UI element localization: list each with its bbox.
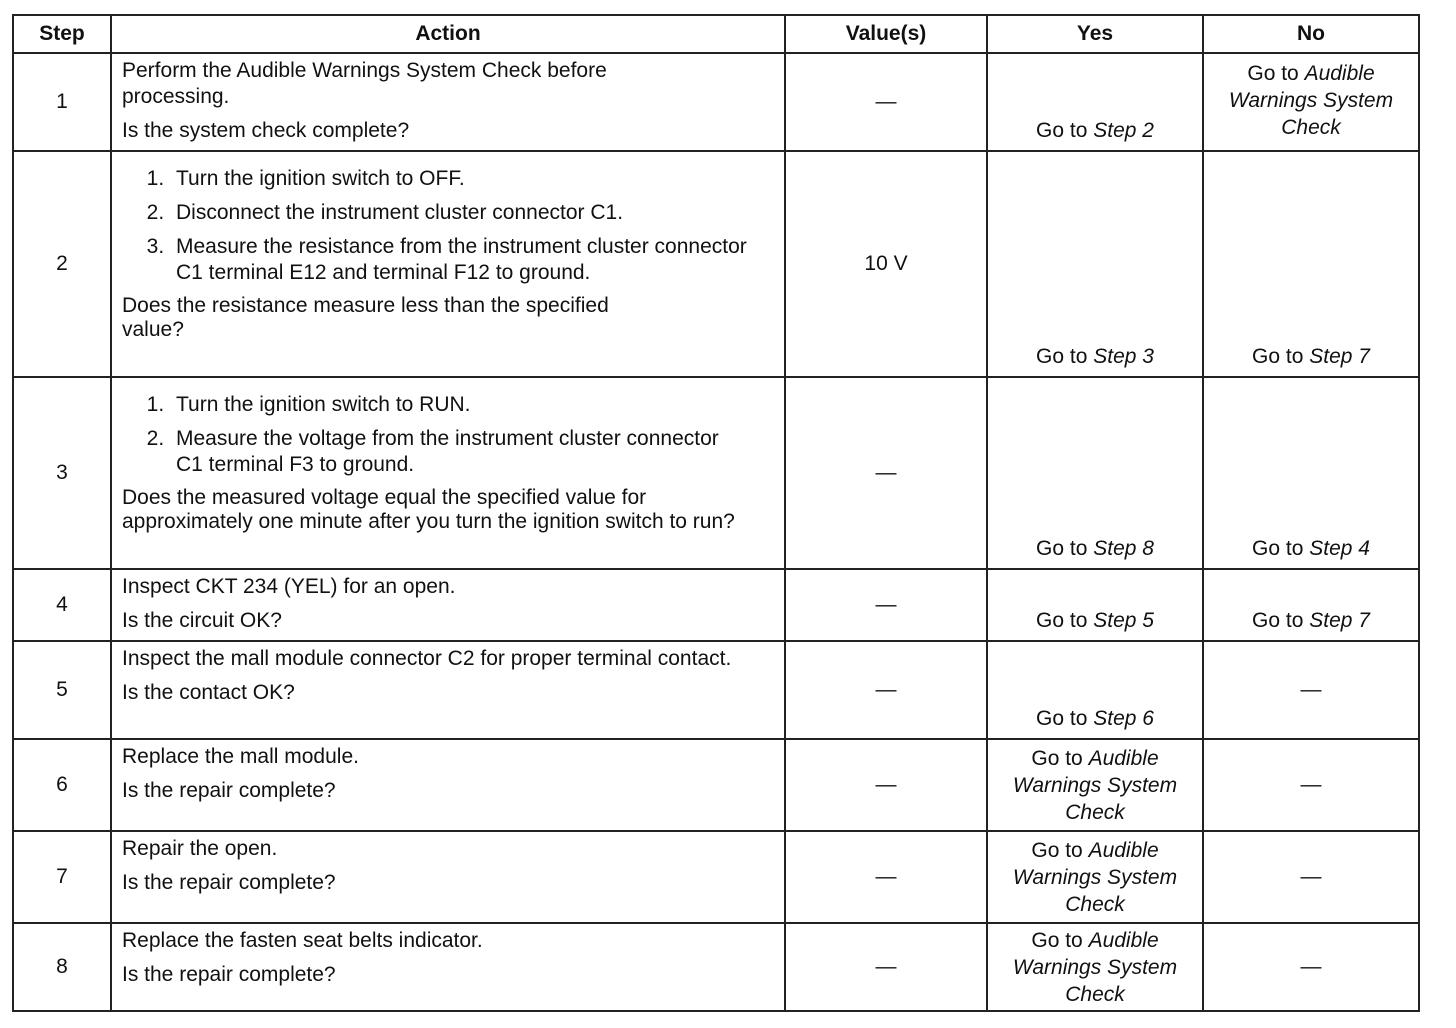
no-prefix: Go to [1252, 609, 1310, 632]
procedure-item: 1. Turn the ignition switch to RUN. [170, 392, 776, 418]
yes-target: Audible Warnings System Check [1012, 928, 1178, 1006]
procedure-item: 1. Turn the ignition switch to OFF. [170, 166, 776, 192]
step-number: 2 [13, 151, 111, 377]
step-number: 8 [13, 923, 111, 1011]
yes-target: Step 5 [1093, 609, 1154, 632]
yes-cell [987, 569, 1203, 641]
yes-target: Audible Warnings System Check [1012, 838, 1178, 916]
action-question: Is the circuit OK? [122, 609, 282, 632]
yes-target: Audible Warnings System Check [1012, 746, 1178, 824]
value-cell: — [785, 923, 987, 1011]
yes-cell [987, 151, 1203, 377]
no-target: Step 7 [1309, 345, 1370, 368]
value-cell: 10 V [785, 151, 987, 377]
table-row [13, 377, 1419, 569]
no-target: Step 7 [1309, 609, 1370, 632]
no-cell: — [1203, 831, 1419, 923]
table-row [13, 831, 1419, 923]
no-cell [1203, 569, 1419, 641]
yes-prefix: Go to [1036, 707, 1094, 730]
action-cell [111, 831, 785, 923]
diagnostic-table [12, 14, 1420, 1012]
yes-target: Step 6 [1093, 707, 1154, 730]
diagnostic-table-page [12, 14, 1420, 1012]
action-text: Perform the Audible Warnings System Check before processing. [122, 59, 607, 108]
table-row [13, 641, 1419, 739]
action-cell [111, 53, 785, 151]
value-cell: — [785, 569, 987, 641]
no-prefix: Go to [1247, 62, 1305, 85]
step-number: 5 [13, 641, 111, 739]
no-cell: — [1203, 641, 1419, 739]
yes-target: Step 2 [1093, 119, 1154, 142]
no-cell [1203, 377, 1419, 569]
step-number: 1 [13, 53, 111, 151]
value-cell: — [785, 831, 987, 923]
action-question: Does the resistance measure less than the specified value? [122, 294, 609, 341]
yes-cell [987, 53, 1203, 151]
step-number: 4 [13, 569, 111, 641]
table-row [13, 739, 1419, 831]
header-yes: Yes [987, 15, 1203, 53]
table-row [13, 923, 1419, 1011]
yes-prefix: Go to [1031, 838, 1089, 862]
yes-prefix: Go to [1036, 345, 1094, 368]
action-text: Replace the mall module. [122, 745, 359, 768]
header-row [13, 15, 1419, 53]
value-cell: — [785, 739, 987, 831]
yes-prefix: Go to [1036, 609, 1094, 632]
action-text: Inspect CKT 234 (YEL) for an open. [122, 575, 456, 598]
yes-cell [987, 377, 1203, 569]
action-cell [111, 923, 785, 1011]
action-text: Inspect the mall module connector C2 for proper terminal contact. [122, 647, 732, 670]
value-cell: — [785, 53, 987, 151]
table-row [13, 151, 1419, 377]
procedure-item: 2. Disconnect the instrument cluster connector C1. [170, 200, 776, 226]
action-cell [111, 151, 785, 377]
procedure-list [122, 392, 776, 478]
yes-cell [987, 739, 1203, 831]
table-row [13, 569, 1419, 641]
yes-prefix: Go to [1031, 928, 1089, 952]
yes-cell [987, 923, 1203, 1011]
yes-target: Step 3 [1093, 345, 1154, 368]
no-target: Audible Warnings System Check [1228, 62, 1394, 139]
header-action: Action [111, 15, 785, 53]
action-cell [111, 377, 785, 569]
no-cell: — [1203, 739, 1419, 831]
action-question: Is the repair complete? [122, 963, 336, 986]
yes-cell [987, 831, 1203, 923]
yes-cell [987, 641, 1203, 739]
action-question: Is the contact OK? [122, 681, 295, 704]
step-number: 7 [13, 831, 111, 923]
yes-target: Step 8 [1093, 537, 1154, 560]
no-prefix: Go to [1252, 345, 1310, 368]
action-text: Replace the fasten seat belts indicator. [122, 929, 483, 952]
action-question: Is the repair complete? [122, 871, 336, 894]
action-cell [111, 569, 785, 641]
action-question: Does the measured voltage equal the specified value for approximately one minute after you turn the ignition switch to run? [122, 486, 735, 533]
no-prefix: Go to [1252, 537, 1310, 560]
action-question: Is the system check complete? [122, 119, 410, 142]
no-cell [1203, 151, 1419, 377]
procedure-item: 3. Measure the resistance from the instrument cluster connector C1 terminal E12 and terminal F12 to ground. [170, 234, 776, 286]
header-no: No [1203, 15, 1419, 53]
header-values: Value(s) [785, 15, 987, 53]
value-cell: — [785, 377, 987, 569]
procedure-list [122, 166, 776, 286]
step-number: 6 [13, 739, 111, 831]
action-cell [111, 739, 785, 831]
procedure-item: 2. Measure the voltage from the instrument cluster connector C1 terminal F3 to ground. [170, 426, 776, 478]
action-cell [111, 641, 785, 739]
yes-prefix: Go to [1031, 746, 1089, 770]
value-cell: — [785, 641, 987, 739]
table-row [13, 53, 1419, 151]
no-cell: — [1203, 923, 1419, 1011]
action-question: Is the repair complete? [122, 779, 336, 802]
header-step: Step [13, 15, 111, 53]
yes-prefix: Go to [1036, 119, 1094, 142]
yes-prefix: Go to [1036, 537, 1094, 560]
no-cell [1203, 53, 1419, 151]
step-number: 3 [13, 377, 111, 569]
action-text: Repair the open. [122, 837, 278, 860]
no-target: Step 4 [1309, 537, 1370, 560]
